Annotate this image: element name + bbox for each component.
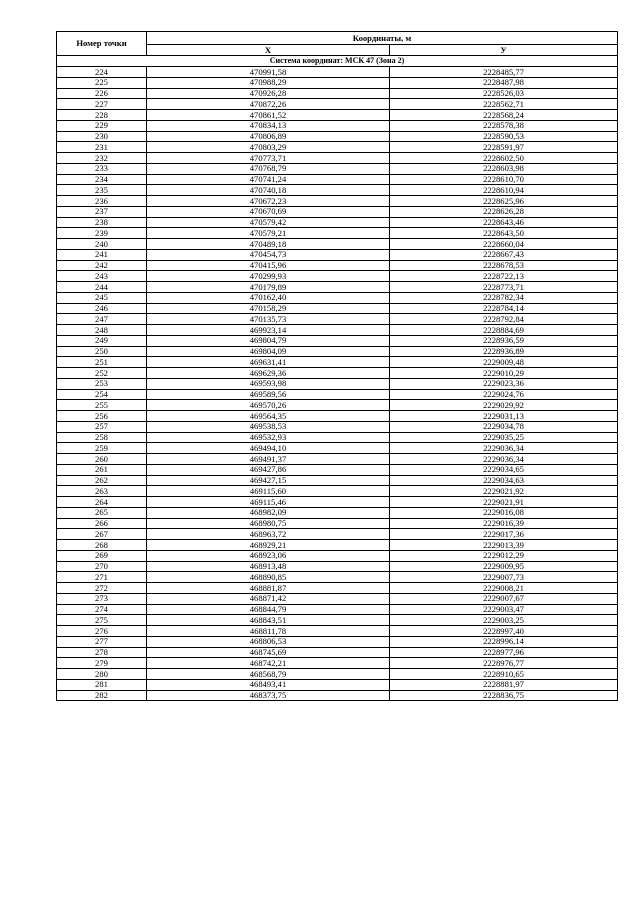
- x-coordinate-cell: 469629,36: [147, 368, 390, 379]
- coordinate-system-label: Система координат: МСК 47 (Зона 2): [57, 56, 618, 67]
- y-coordinate-cell: 2228836,75: [390, 690, 618, 701]
- x-coordinate-cell: 468923,06: [147, 550, 390, 561]
- y-header: У: [390, 45, 618, 56]
- table-row: [57, 583, 618, 594]
- y-coordinate-cell: 2229009,48: [390, 357, 618, 368]
- x-coordinate-cell: 470861,52: [147, 110, 390, 121]
- table-row: [57, 497, 618, 508]
- table-row: [57, 561, 618, 572]
- table-row: [57, 593, 618, 604]
- x-coordinate-cell: 468806,53: [147, 636, 390, 647]
- x-coordinate-cell: 470579,42: [147, 217, 390, 228]
- point-number-cell: 278: [57, 647, 147, 658]
- table-row: [57, 411, 618, 422]
- y-coordinate-cell: 2228610,70: [390, 174, 618, 185]
- y-coordinate-cell: 2228591,97: [390, 142, 618, 153]
- point-number-cell: 233: [57, 163, 147, 174]
- y-coordinate-cell: 2229009,95: [390, 561, 618, 572]
- point-number-cell: 229: [57, 120, 147, 131]
- table-row: [57, 389, 618, 400]
- y-coordinate-cell: 2228643,46: [390, 217, 618, 228]
- y-coordinate-cell: 2229029,92: [390, 400, 618, 411]
- table-row: [57, 174, 618, 185]
- y-coordinate-cell: 2229008,21: [390, 583, 618, 594]
- point-number-cell: 281: [57, 679, 147, 690]
- y-coordinate-cell: 2229036,34: [390, 443, 618, 454]
- x-coordinate-cell: 470415,96: [147, 260, 390, 271]
- table-row: [57, 282, 618, 293]
- y-coordinate-cell: 2229034,65: [390, 464, 618, 475]
- x-coordinate-cell: 468929,21: [147, 540, 390, 551]
- table-row: [57, 647, 618, 658]
- point-number-cell: 224: [57, 67, 147, 78]
- point-number-cell: 245: [57, 292, 147, 303]
- y-coordinate-cell: 2229034,63: [390, 475, 618, 486]
- x-coordinate-cell: 468373,75: [147, 690, 390, 701]
- point-number-cell: 282: [57, 690, 147, 701]
- y-coordinate-cell: 2228526,03: [390, 88, 618, 99]
- y-coordinate-cell: 2228678,53: [390, 260, 618, 271]
- point-number-cell: 266: [57, 518, 147, 529]
- point-number-cell: 273: [57, 593, 147, 604]
- x-coordinate-cell: 470740,18: [147, 185, 390, 196]
- point-number-cell: 231: [57, 142, 147, 153]
- point-number-cell: 234: [57, 174, 147, 185]
- point-number-cell: 265: [57, 507, 147, 518]
- x-coordinate-cell: 469532,93: [147, 432, 390, 443]
- x-coordinate-cell: 470135,73: [147, 314, 390, 325]
- x-coordinate-cell: 468844,79: [147, 604, 390, 615]
- point-number-cell: 259: [57, 443, 147, 454]
- x-coordinate-cell: 468871,42: [147, 593, 390, 604]
- x-coordinate-cell: 468811,78: [147, 626, 390, 637]
- x-coordinate-cell: 470768,79: [147, 163, 390, 174]
- x-coordinate-cell: 470579,21: [147, 228, 390, 239]
- point-number-cell: 227: [57, 99, 147, 110]
- table-row: [57, 77, 618, 88]
- point-number-cell: 257: [57, 421, 147, 432]
- table-body: [57, 56, 618, 701]
- y-coordinate-cell: 2228562,71: [390, 99, 618, 110]
- table-row: [57, 228, 618, 239]
- point-number-cell: 251: [57, 357, 147, 368]
- x-coordinate-cell: 468913,48: [147, 561, 390, 572]
- x-header: Х: [147, 45, 390, 56]
- table-row: [57, 196, 618, 207]
- x-coordinate-cell: 469494,10: [147, 443, 390, 454]
- y-coordinate-cell: 2229010,29: [390, 368, 618, 379]
- point-number-cell: 240: [57, 239, 147, 250]
- point-number-cell: 228: [57, 110, 147, 121]
- x-coordinate-cell: 468843,51: [147, 615, 390, 626]
- y-coordinate-cell: 2229007,73: [390, 572, 618, 583]
- table-row: [57, 626, 618, 637]
- point-number-cell: 263: [57, 486, 147, 497]
- x-coordinate-cell: 469593,98: [147, 378, 390, 389]
- point-number-cell: 254: [57, 389, 147, 400]
- y-coordinate-cell: 2228590,53: [390, 131, 618, 142]
- table-row: [57, 432, 618, 443]
- y-coordinate-cell: 2229021,91: [390, 497, 618, 508]
- table-row: [57, 185, 618, 196]
- y-coordinate-cell: 2229007,67: [390, 593, 618, 604]
- y-coordinate-cell: 2228881,97: [390, 679, 618, 690]
- point-number-cell: 261: [57, 464, 147, 475]
- table-row: [57, 163, 618, 174]
- table-row: [57, 303, 618, 314]
- table-row: [57, 690, 618, 701]
- table-header-row: [57, 32, 618, 45]
- table-row: [57, 540, 618, 551]
- point-number-cell: 262: [57, 475, 147, 486]
- x-coordinate-cell: 470988,29: [147, 77, 390, 88]
- point-number-cell: 250: [57, 346, 147, 357]
- table-row: [57, 260, 618, 271]
- y-coordinate-cell: 2228784,14: [390, 303, 618, 314]
- x-coordinate-cell: 470454,73: [147, 249, 390, 260]
- point-number-cell: 264: [57, 497, 147, 508]
- point-number-cell: 270: [57, 561, 147, 572]
- y-coordinate-cell: 2229036,34: [390, 454, 618, 465]
- x-coordinate-cell: 469564,35: [147, 411, 390, 422]
- point-number-cell: 246: [57, 303, 147, 314]
- x-coordinate-cell: 468742,21: [147, 658, 390, 669]
- y-coordinate-cell: 2229016,08: [390, 507, 618, 518]
- point-number-cell: 267: [57, 529, 147, 540]
- x-coordinate-cell: 470162,40: [147, 292, 390, 303]
- point-number-cell: 237: [57, 206, 147, 217]
- point-number-cell: 249: [57, 335, 147, 346]
- y-coordinate-cell: 2228485,77: [390, 67, 618, 78]
- y-coordinate-cell: 2228667,43: [390, 249, 618, 260]
- point-number-cell: 277: [57, 636, 147, 647]
- x-coordinate-cell: 470158,29: [147, 303, 390, 314]
- y-coordinate-cell: 2228936,59: [390, 335, 618, 346]
- x-coordinate-cell: 470834,13: [147, 120, 390, 131]
- table-row: [57, 249, 618, 260]
- y-coordinate-cell: 2229016,39: [390, 518, 618, 529]
- point-number-cell: 255: [57, 400, 147, 411]
- x-coordinate-cell: 470741,24: [147, 174, 390, 185]
- point-number-cell: 236: [57, 196, 147, 207]
- y-coordinate-cell: 2228603,98: [390, 163, 618, 174]
- point-number-cell: 275: [57, 615, 147, 626]
- y-coordinate-cell: 2228936,89: [390, 346, 618, 357]
- table-row: [57, 292, 618, 303]
- point-number-cell: 280: [57, 669, 147, 680]
- table-row: [57, 368, 618, 379]
- x-coordinate-cell: 468745,69: [147, 647, 390, 658]
- point-number-cell: 225: [57, 77, 147, 88]
- coordinates-header: Координаты, м: [147, 32, 618, 45]
- table-row: [57, 518, 618, 529]
- x-coordinate-cell: 468980,75: [147, 518, 390, 529]
- y-coordinate-cell: 2229017,36: [390, 529, 618, 540]
- table-row: [57, 550, 618, 561]
- x-coordinate-cell: 468890,85: [147, 572, 390, 583]
- point-number-cell: 241: [57, 249, 147, 260]
- x-coordinate-cell: 468881,87: [147, 583, 390, 594]
- y-coordinate-cell: 2228610,94: [390, 185, 618, 196]
- y-coordinate-cell: 2228626,28: [390, 206, 618, 217]
- x-coordinate-cell: 469589,56: [147, 389, 390, 400]
- coordinate-system-row: [57, 56, 618, 67]
- point-number-cell: 232: [57, 153, 147, 164]
- table-row: [57, 454, 618, 465]
- table-row: [57, 636, 618, 647]
- table-row: [57, 464, 618, 475]
- x-coordinate-cell: 468493,41: [147, 679, 390, 690]
- table-row: [57, 357, 618, 368]
- table-row: [57, 239, 618, 250]
- x-coordinate-cell: 469570,26: [147, 400, 390, 411]
- point-number-cell: 226: [57, 88, 147, 99]
- point-number-cell: 252: [57, 368, 147, 379]
- y-coordinate-cell: 2229031,13: [390, 411, 618, 422]
- table-row: [57, 486, 618, 497]
- table-row: [57, 120, 618, 131]
- point-number-cell: 239: [57, 228, 147, 239]
- table-row: [57, 669, 618, 680]
- x-coordinate-cell: 470670,69: [147, 206, 390, 217]
- table-row: [57, 325, 618, 336]
- x-coordinate-cell: 469427,15: [147, 475, 390, 486]
- table-row: [57, 421, 618, 432]
- point-number-cell: 279: [57, 658, 147, 669]
- table-row: [57, 378, 618, 389]
- point-number-cell: 248: [57, 325, 147, 336]
- y-coordinate-cell: 2228625,96: [390, 196, 618, 207]
- point-number-cell: 258: [57, 432, 147, 443]
- y-coordinate-cell: 2228910,65: [390, 669, 618, 680]
- y-coordinate-cell: 2229035,25: [390, 432, 618, 443]
- table-row: [57, 507, 618, 518]
- point-number-cell: 271: [57, 572, 147, 583]
- x-coordinate-cell: 469427,86: [147, 464, 390, 475]
- point-number-cell: 256: [57, 411, 147, 422]
- x-coordinate-cell: 470179,89: [147, 282, 390, 293]
- y-coordinate-cell: 2228660,04: [390, 239, 618, 250]
- point-number-cell: 230: [57, 131, 147, 142]
- x-coordinate-cell: 468963,72: [147, 529, 390, 540]
- point-number-cell: 269: [57, 550, 147, 561]
- table-row: [57, 679, 618, 690]
- x-coordinate-cell: 470489,18: [147, 239, 390, 250]
- x-coordinate-cell: 469115,46: [147, 497, 390, 508]
- point-number-cell: 247: [57, 314, 147, 325]
- x-coordinate-cell: 469115,60: [147, 486, 390, 497]
- table-row: [57, 529, 618, 540]
- y-coordinate-cell: 2228976,77: [390, 658, 618, 669]
- y-coordinate-cell: 2229024,76: [390, 389, 618, 400]
- y-coordinate-cell: 2228602,50: [390, 153, 618, 164]
- y-coordinate-cell: 2228568,24: [390, 110, 618, 121]
- y-coordinate-cell: 2228487,98: [390, 77, 618, 88]
- table-row: [57, 206, 618, 217]
- y-coordinate-cell: 2229021,92: [390, 486, 618, 497]
- x-coordinate-cell: 470991,58: [147, 67, 390, 78]
- table-row: [57, 400, 618, 411]
- table-row: [57, 346, 618, 357]
- y-coordinate-cell: 2229003,47: [390, 604, 618, 615]
- x-coordinate-cell: 470672,23: [147, 196, 390, 207]
- x-coordinate-cell: 469804,79: [147, 335, 390, 346]
- table-row: [57, 153, 618, 164]
- point-number-cell: 238: [57, 217, 147, 228]
- table-row: [57, 131, 618, 142]
- x-coordinate-cell: 469804,09: [147, 346, 390, 357]
- coordinates-table: [56, 31, 618, 701]
- point-number-cell: 242: [57, 260, 147, 271]
- x-coordinate-cell: 469491,37: [147, 454, 390, 465]
- point-number-cell: 243: [57, 271, 147, 282]
- x-coordinate-cell: 470926,28: [147, 88, 390, 99]
- table-row: [57, 142, 618, 153]
- y-coordinate-cell: 2228643,50: [390, 228, 618, 239]
- point-number-cell: 253: [57, 378, 147, 389]
- point-number-cell: 235: [57, 185, 147, 196]
- x-coordinate-cell: 469923,14: [147, 325, 390, 336]
- table-row: [57, 314, 618, 325]
- x-coordinate-cell: 469631,41: [147, 357, 390, 368]
- y-coordinate-cell: 2228997,40: [390, 626, 618, 637]
- table-row: [57, 615, 618, 626]
- y-coordinate-cell: 2229034,78: [390, 421, 618, 432]
- x-coordinate-cell: 470872,26: [147, 99, 390, 110]
- y-coordinate-cell: 2228782,34: [390, 292, 618, 303]
- x-coordinate-cell: 470803,29: [147, 142, 390, 153]
- y-coordinate-cell: 2229023,36: [390, 378, 618, 389]
- table-row: [57, 217, 618, 228]
- point-number-cell: 272: [57, 583, 147, 594]
- table-row: [57, 110, 618, 121]
- y-coordinate-cell: 2228792,84: [390, 314, 618, 325]
- x-coordinate-cell: 468568,79: [147, 669, 390, 680]
- y-coordinate-cell: 2229013,39: [390, 540, 618, 551]
- point-number-cell: 260: [57, 454, 147, 465]
- x-coordinate-cell: 470806,89: [147, 131, 390, 142]
- point-number-cell: 274: [57, 604, 147, 615]
- table-row: [57, 335, 618, 346]
- point-number-cell: 244: [57, 282, 147, 293]
- table-row: [57, 572, 618, 583]
- point-number-cell: 276: [57, 626, 147, 637]
- point-number-cell: 268: [57, 540, 147, 551]
- point-number-header: Номер точки: [57, 32, 147, 56]
- x-coordinate-cell: 470299,93: [147, 271, 390, 282]
- table-row: [57, 658, 618, 669]
- x-coordinate-cell: 468982,09: [147, 507, 390, 518]
- y-coordinate-cell: 2228977,96: [390, 647, 618, 658]
- y-coordinate-cell: 2228722,13: [390, 271, 618, 282]
- table-row: [57, 443, 618, 454]
- table-row: [57, 88, 618, 99]
- y-coordinate-cell: 2228996,14: [390, 636, 618, 647]
- table-row: [57, 67, 618, 78]
- y-coordinate-cell: 2229012,29: [390, 550, 618, 561]
- y-coordinate-cell: 2228773,71: [390, 282, 618, 293]
- x-coordinate-cell: 470773,71: [147, 153, 390, 164]
- y-coordinate-cell: 2228884,69: [390, 325, 618, 336]
- table-row: [57, 271, 618, 282]
- table-row: [57, 604, 618, 615]
- table-row: [57, 475, 618, 486]
- y-coordinate-cell: 2228578,38: [390, 120, 618, 131]
- y-coordinate-cell: 2229003,25: [390, 615, 618, 626]
- x-coordinate-cell: 469538,53: [147, 421, 390, 432]
- table-row: [57, 99, 618, 110]
